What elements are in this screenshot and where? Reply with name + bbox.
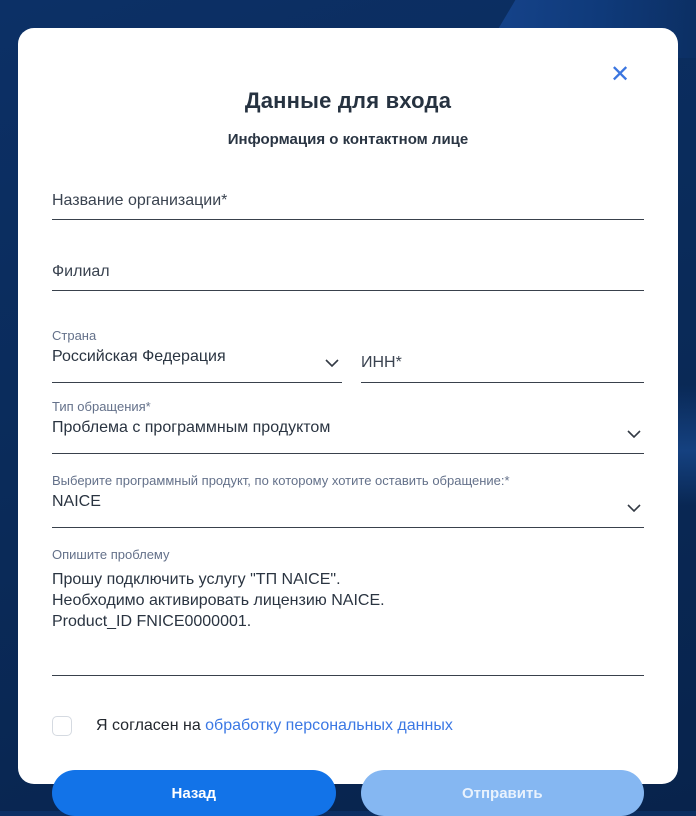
back-button[interactable]: Назад: [52, 770, 336, 816]
product-field: [52, 473, 644, 528]
country-inn-row: [52, 328, 644, 383]
contact-info-dialog: [18, 28, 678, 802]
branch-input[interactable]: [52, 257, 644, 290]
request-type-label: Тип обращения*: [52, 399, 151, 414]
close-icon[interactable]: ✕: [609, 61, 631, 88]
dialog-title: Данные для входа: [244, 88, 452, 113]
contact-form: [52, 186, 644, 816]
problem-field: [52, 547, 644, 676]
consent-label: Я согласен на обработку персональных данных: [96, 717, 453, 734]
inn-field: [361, 348, 644, 383]
request-type-field: [52, 399, 644, 454]
problem-textarea[interactable]: [52, 565, 644, 669]
request-type-select[interactable]: [52, 417, 644, 453]
submit-button[interactable]: Отправить: [361, 770, 645, 816]
country-field: [52, 328, 342, 383]
consent-checkbox[interactable]: [52, 716, 72, 736]
country-value: Российская Федерация: [52, 348, 226, 365]
dialog-actions: [52, 770, 644, 816]
inn-input[interactable]: [361, 348, 644, 382]
product-value: NAICE: [52, 493, 101, 510]
problem-label: Опишите проблему: [52, 547, 170, 562]
country-label: Страна: [52, 328, 97, 343]
product-label: Выберите программный продукт, по которому хотите оставить обращение:*: [52, 473, 510, 488]
personal-data-link[interactable]: обработку персональных данных: [205, 717, 453, 734]
org-name-input[interactable]: [52, 186, 644, 219]
request-type-value: Проблема с программным продуктом: [52, 419, 331, 436]
branch-field: [52, 257, 644, 291]
chevron-down-icon: [325, 354, 339, 372]
org-name-field: [52, 186, 644, 220]
consent-row: [52, 716, 644, 736]
dialog-subtitle: Информация о контактном лице: [227, 131, 469, 148]
chevron-down-icon: [627, 499, 641, 517]
country-select[interactable]: [52, 346, 342, 382]
chevron-down-icon: [627, 425, 641, 443]
product-select[interactable]: [52, 491, 644, 527]
